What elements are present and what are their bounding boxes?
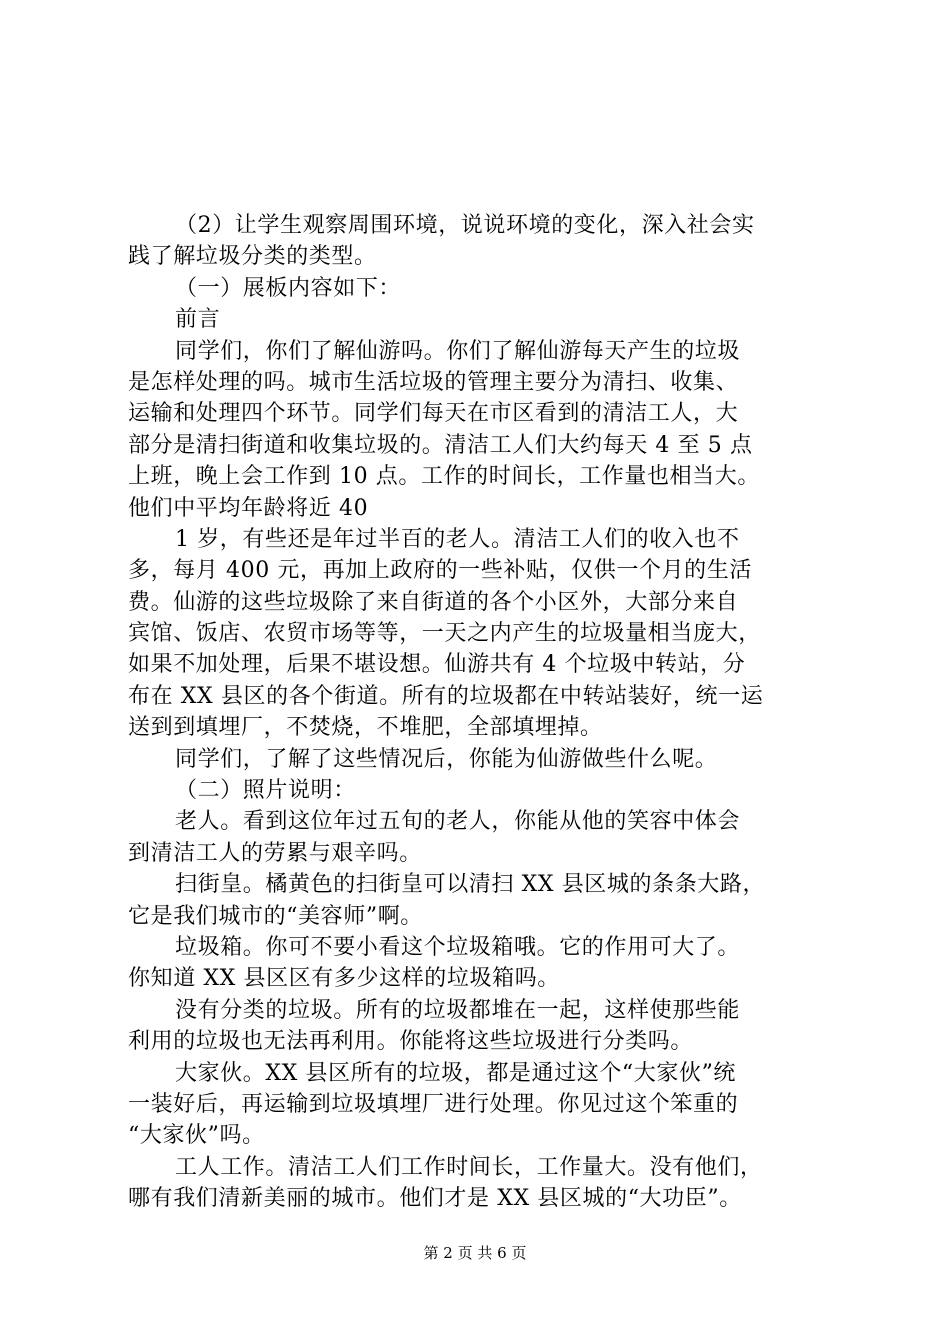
document-body (128, 210, 828, 1215)
text-line: 他们中平均年龄将近 40 (128, 495, 369, 521)
text-line: 费。仙游的这些垃圾除了来自街道的各个小区外，大部分来自 (128, 589, 739, 615)
text-line: 一装好后，再运输到垃圾填埋厂进行处理。你见过这个笨重的 (128, 1091, 739, 1117)
text-line: 践了解垃圾分类的类型。 (128, 244, 377, 270)
text-line: 如果不加处理，后果不堪设想。仙游共有 4 个垃圾中转站，分 (128, 652, 746, 678)
text-line: 上班，晚上会工作到 10 点。工作的时间长，工作量也相当大。 (128, 464, 760, 490)
text-line: （二）照片说明： (175, 778, 356, 804)
text-line: 布在 XX 县区的各个街道。所有的垃圾都在中转站装好，统一运 (128, 683, 764, 709)
text-line: 宾馆、饭店、农贸市场等等，一天之内产生的垃圾量相当庞大， (128, 621, 761, 647)
text-line: （一）展板内容如下： (175, 275, 402, 301)
text-line: 扫街皇。橘黄色的扫街皇可以清扫 XX 县区城的条条大路， (175, 872, 766, 898)
text-line: 同学们，了解了这些情况后，你能为仙游做些什么呢。 (175, 746, 718, 772)
text-line: 前言 (175, 307, 221, 333)
text-line: 老人。看到这位年过五旬的老人，你能从他的笑容中体会 (175, 809, 741, 835)
text-line: 是怎样处理的吗。城市生活垃圾的管理主要分为清扫、收集、 (128, 369, 739, 395)
text-line: 工人工作。清洁工人们工作时间长，工作量大。没有他们， (175, 1154, 763, 1180)
text-line: 同学们，你们了解仙游吗。你们了解仙游每天产生的垃圾 (175, 338, 741, 364)
text-line: 部分是清扫街道和收集垃圾的。清洁工人们大约每天 4 至 5 点 (128, 432, 753, 458)
text-line: 它是我们城市的“美容师”啊。 (128, 903, 423, 929)
text-line: 利用的垃圾也无法再利用。你能将这些垃圾进行分类吗。 (128, 1029, 694, 1055)
page-footer: 第 2 页 共 6 页 (423, 1244, 527, 1262)
text-line: 运输和处理四个环节。同学们每天在市区看到的清洁工人，大 (128, 401, 739, 427)
text-line: 送到到填埋厂，不焚烧，不堆肥，全部填埋掉。 (128, 715, 603, 741)
text-line: 多，每月 400 元，再加上政府的一些补贴，仅供一个月的生活 (128, 558, 752, 584)
text-line: 1 岁，有些还是年过半百的老人。清洁工人们的收入也不 (175, 526, 740, 552)
text-line: “大家伙”吗。 (128, 1123, 265, 1149)
text-line: 哪有我们清新美丽的城市。他们才是 XX 县区城的“大功臣”。 (128, 1186, 742, 1212)
text-line: 垃圾箱。你可不要小看这个垃圾箱哦。它的作用可大了。 (175, 934, 741, 960)
text-line: 没有分类的垃圾。所有的垃圾都堆在一起，这样使那些能 (175, 997, 741, 1023)
text-line: 你知道 XX 县区区有多少这样的垃圾箱吗。 (128, 966, 560, 992)
text-line: （2）让学生观察周围环境，说说环境的变化，深入社会实 (175, 213, 755, 238)
text-line: 到清洁工人的劳累与艰辛吗。 (128, 840, 422, 866)
text-line: 大家伙。XX 县区所有的垃圾，都是通过这个“大家伙”统 (175, 1060, 737, 1086)
